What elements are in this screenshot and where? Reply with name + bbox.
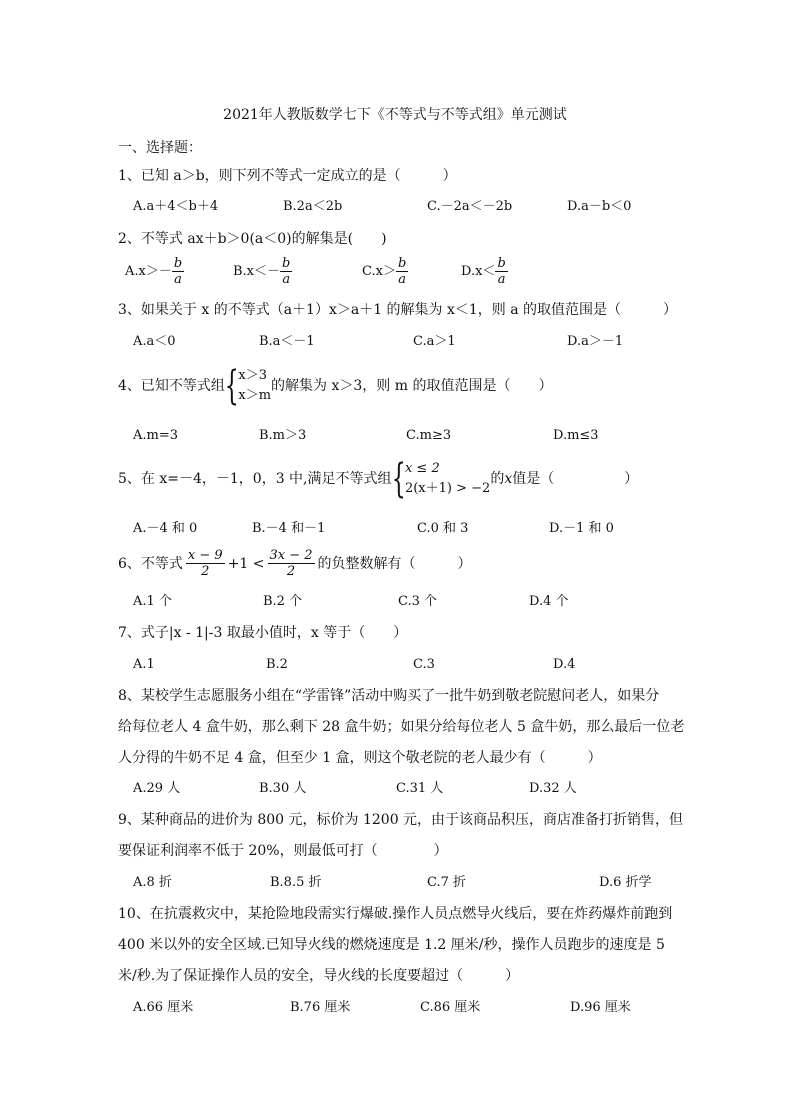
q8-option-d: D.32 人 [529,781,577,796]
fraction: $\frac{3x - 2}{2}$ [269,548,313,579]
page-title: 2021年人教版数学七下《不等式与不等式组》单元测试 [223,107,567,123]
q1-option-d: D.a－b＜0 [567,199,632,214]
q8-option-a: A.29 人 [133,781,181,796]
question-8-line-3: 人分得的牛奶不足 4 盒，但至少 1 盒，则这个敬老院的老人最少有（ ） [118,750,602,766]
q9-option-c: C.7 折 [427,875,467,890]
q10-option-d: D.96 厘米 [570,1000,631,1015]
section-heading: 一、选择题： [118,140,202,156]
q6-option-c: C.3 个 [398,594,438,609]
brace: { [391,456,406,502]
q5-option-c: C.0 和 3 [417,521,469,536]
q10-option-b: B.76 厘米 [290,1000,351,1015]
question-6: 6、不等式 $\frac{x - 9}{2}$ +1 < $\frac{3x - 2}{2}$ 的负整数解有（ ） [118,548,472,579]
inequality-system: x ≤ 2 2(x＋1) > −2 [404,461,491,496]
question-8-line-2: 给每位老人 4 盒牛奶，那么剩下 28 盒牛奶；如果分给每位老人 5 盒牛奶，那么最后一位老 [118,719,685,735]
q6-option-d: D.4 个 [529,594,569,609]
question-10-line-3: 米/秒.为了保证操作人员的安全，导火线的长度要超过（ ） [118,968,520,984]
brace: { [224,363,239,409]
question-10-line-1: 10、在抗震救灾中，某抢险地段需实行爆破.操作人员点燃导火线后，要在炸药爆炸前跑到 [118,906,673,922]
question-2: 2、不等式 ax＋b＞0(a＜0)的解集是( ) [118,231,387,247]
question-7: 7、式子|x - 1|-3 取最小值时，x 等于（ ） [118,625,408,641]
q1-option-a: A.a＋4＜b＋4 [133,199,219,214]
q7-option-c: C.3 [413,657,435,672]
fraction: $\frac{b}{a}$ [397,256,407,287]
q1-option-b: B.2a＜2b [283,199,343,214]
q8-option-b: B.30 人 [259,781,307,796]
q10-option-a: A.66 厘米 [133,1000,194,1015]
q7-option-b: B.2 [266,657,288,672]
q9-option-b: B.8.5 折 [270,875,322,890]
question-8-line-1: 8、某校学生志愿服务小组在“学雷锋”活动中购买了一批牛奶到敬老院慰问老人，如果分 [118,688,660,704]
inequality-system: x＞3 x＞m [238,368,272,403]
q7-option-a: A.1 [133,657,155,672]
question-10-line-2: 400 米以外的安全区域.已知导火线的燃烧速度是 1.2 厘米/秒，操作人员跑步的速度是 5 [118,937,665,953]
q5-option-a: A.－4 和 0 [133,521,198,536]
q6-option-b: B.2 个 [263,594,303,609]
q4-option-c: C.m≥3 [406,428,452,443]
q4-option-d: D.m≤3 [553,428,599,443]
q7-option-d: D.4 [553,657,576,672]
fraction: $\frac{b}{a}$ [497,256,506,287]
q4-option-b: B.m＞3 [259,428,307,443]
q5-option-d: D.－1 和 0 [549,521,614,536]
q3-option-c: C.a＞1 [413,334,456,349]
q10-option-c: C.86 厘米 [420,1000,481,1015]
q6-option-a: A.1 个 [133,594,172,609]
q4-option-a: A.m=3 [133,428,179,443]
q2-option-d: D.x＜ $\frac{b}{a}$ [461,256,506,287]
fraction: $\frac{x - 9}{2}$ [187,548,223,579]
question-5: 5、在 x=－4，－1，0，3 中,满足不等式组 { x ≤ 2 2(x＋1) > −2 的 x 值是（ ） [118,456,639,502]
q2-option-c: C.x＞ $\frac{b}{a}$ [362,256,407,287]
q3-option-d: D.a＞－1 [567,334,624,349]
q2-option-a: A.x＞－ $\frac{b}{a}$ [125,256,183,287]
q9-option-a: A.8 折 [133,875,172,890]
question-3: 3、如果关于 x 的不等式（a＋1）x＞a＋1 的解集为 x＜1，则 a 的取值范围是（ ） [118,302,678,318]
fraction: $\frac{b}{a}$ [173,256,183,287]
question-9-line-1: 9、某种商品的进价为 800 元，标价为 1200 元，由于该商品积压，商店准备打折销售，但 [118,812,684,828]
fraction: $\frac{b}{a}$ [282,256,291,287]
q1-option-c: C.－2a＜－2b [427,199,513,214]
q9-option-d: D.6 折学 [599,875,652,890]
q2-option-b: B.x＜－ $\frac{b}{a}$ [233,256,291,287]
q3-option-a: A.a＜0 [133,334,176,349]
question-9-line-2: 要保证利润率不低于 20%，则最低可打（ ） [118,843,448,859]
question-1: 1、已知 a＞b，则下列不等式一定成立的是（ ） [118,168,457,184]
q5-option-b: B.－4 和－1 [252,521,326,536]
q8-option-c: C.31 人 [396,781,444,796]
q3-option-b: B.a＜－1 [259,334,315,349]
question-4: 4、已知不等式组 { x＞3 x＞m 的解集为 x＞3，则 m 的取值范围是（ ） [118,363,553,409]
